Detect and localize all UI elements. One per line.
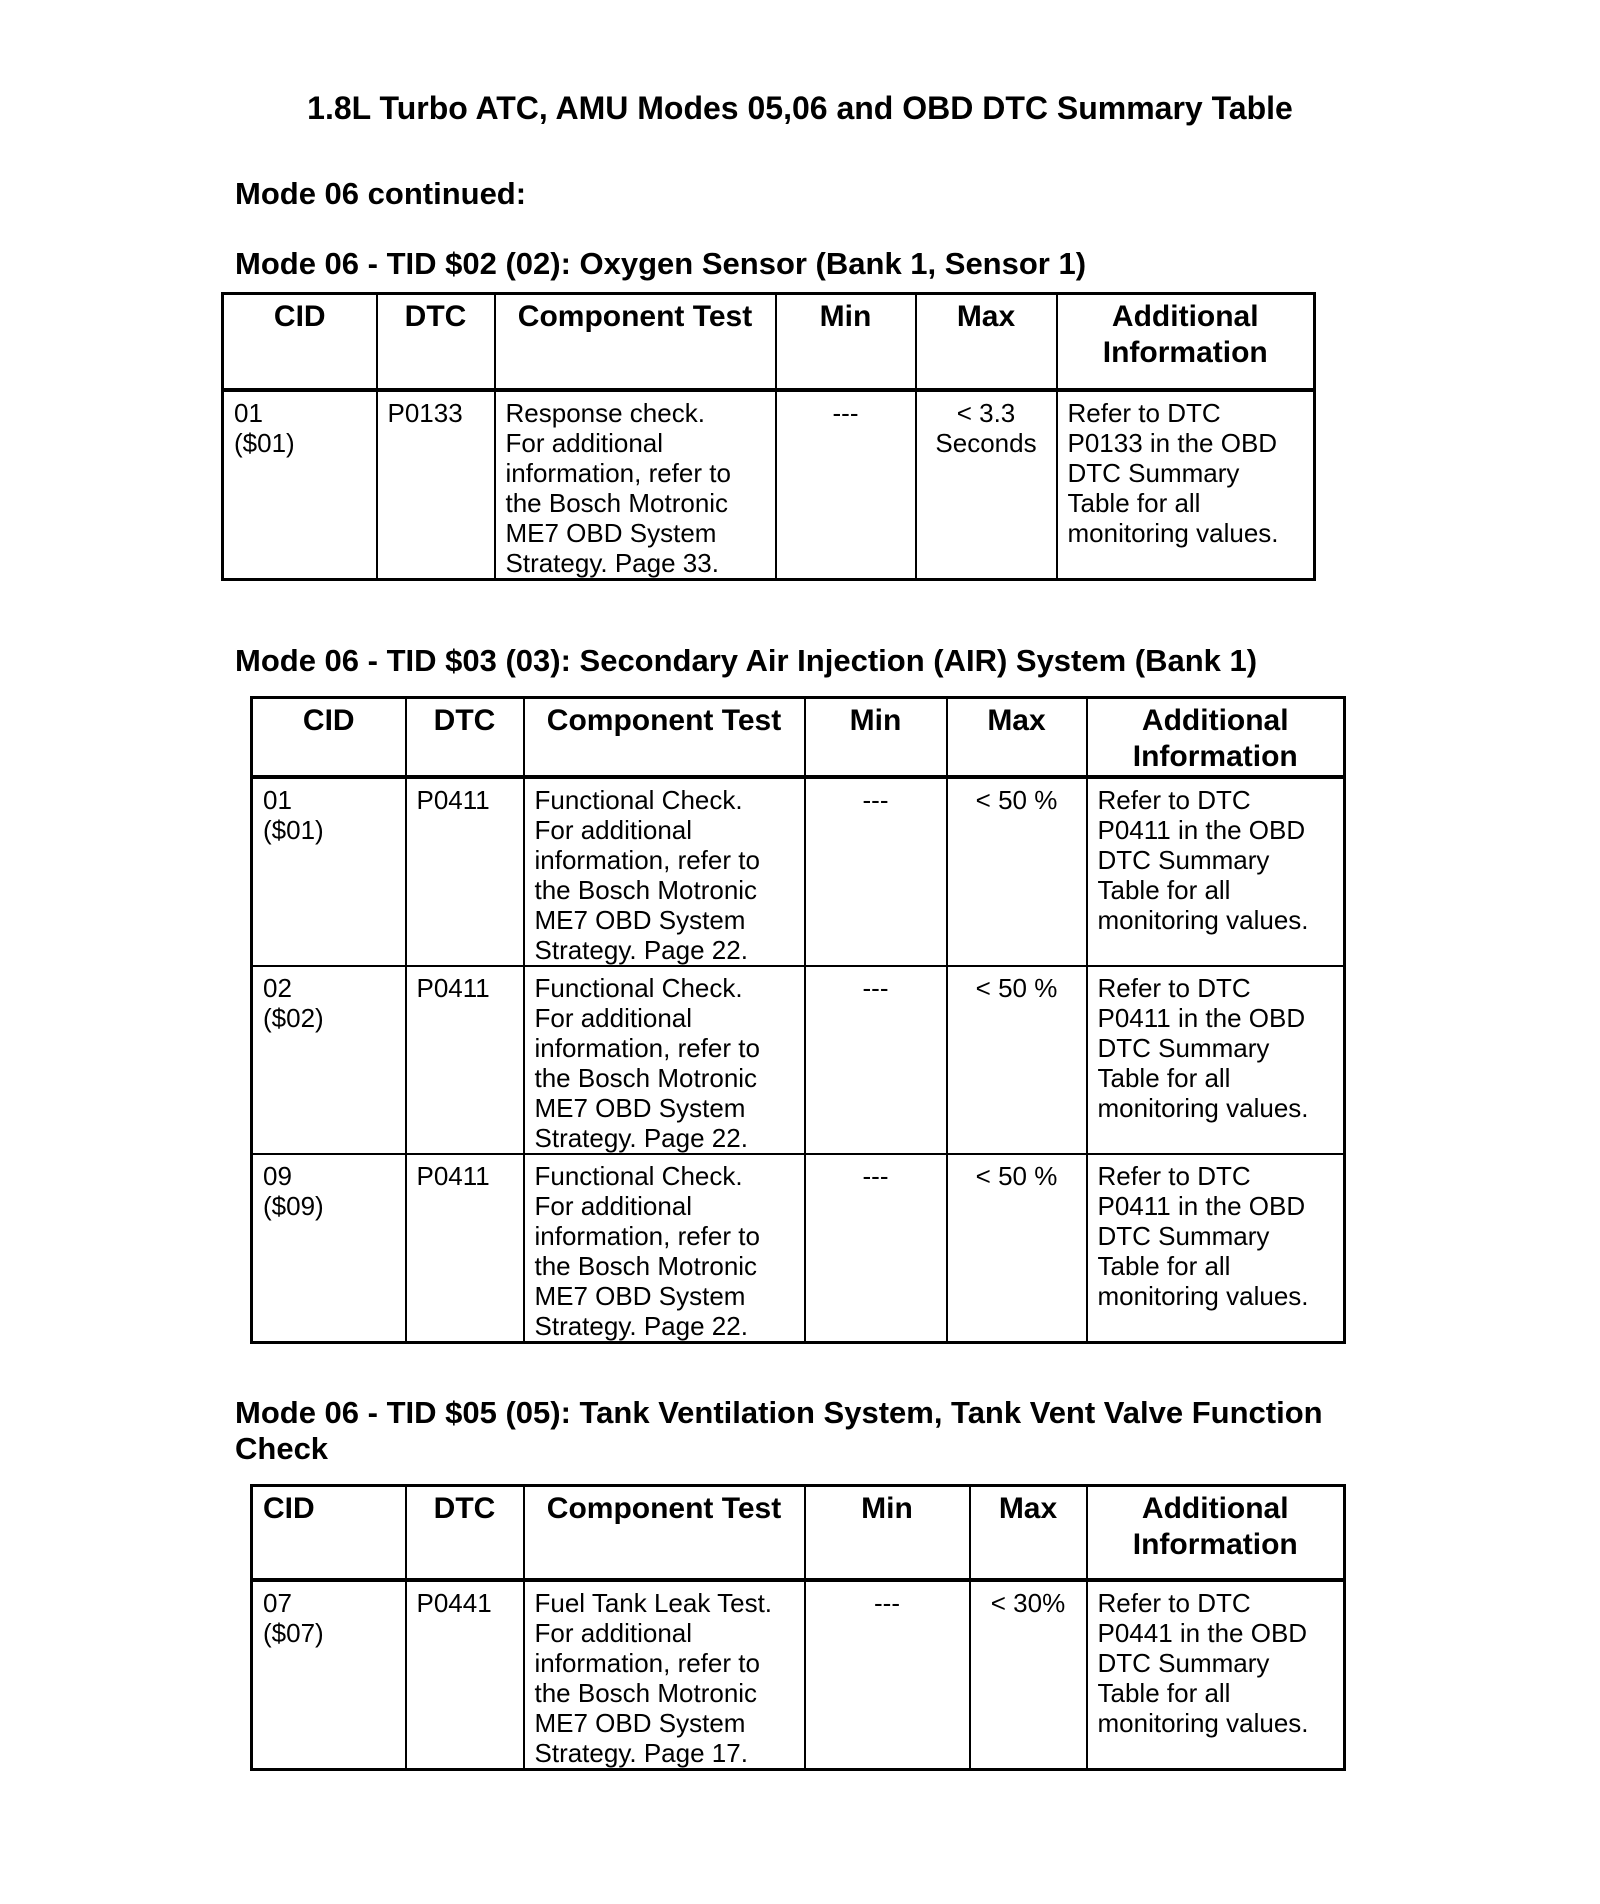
mode-06-continued-heading: Mode 06 continued: [235,176,527,211]
header-min: Min [805,1486,970,1580]
component-test-cell: Functional Check. For additional information, refer to the Bosch Motronic ME7 OBD System Strategy. Page 22. [524,1154,805,1343]
additional-information-cell: Refer to DTC P0411 in the OBD DTC Summary Table for all monitoring values. [1087,1154,1345,1343]
header-max: Max [970,1486,1087,1580]
additional-information-cell: Refer to DTC P0441 in the OBD DTC Summary Table for all monitoring values. [1087,1580,1345,1770]
header-additional-information: Additional Information [1057,294,1315,390]
table-row [252,966,1345,1154]
header-max: Max [916,294,1057,390]
additional-information-cell: Refer to DTC P0411 in the OBD DTC Summary Table for all monitoring values. [1087,777,1345,966]
header-max: Max [947,698,1087,778]
document-title: 1.8L Turbo ATC, AMU Modes 05,06 and OBD DTC Summary Table [307,90,1293,126]
cid-cell: 09 ($09) [252,1154,406,1343]
header-additional-information: Additional Information [1087,1486,1345,1580]
header-dtc: DTC [406,698,524,778]
dtc-cell: P0411 [406,966,524,1154]
header-additional-information: Additional Information [1087,698,1345,778]
cid-cell: 02 ($02) [252,966,406,1154]
header-dtc: DTC [377,294,495,390]
component-test-cell: Fuel Tank Leak Test. For additional information, refer to the Bosch Motronic ME7 OBD System Strategy. Page 17. [524,1580,805,1770]
dtc-cell: P0441 [406,1580,524,1770]
table-tid-03 [250,696,1346,1344]
header-dtc: DTC [406,1486,524,1580]
section-title-tid-05: Mode 06 - TID $05 (05): Tank Ventilation System, Tank Vent Valve Function Check [235,1395,1323,1466]
max-cell: < 3.3 Seconds [916,390,1057,580]
table-row [252,777,1345,966]
min-cell: --- [805,777,947,966]
additional-information-cell: Refer to DTC P0133 in the OBD DTC Summary Table for all monitoring values. [1057,390,1315,580]
header-cid: CID [252,698,406,778]
table-row [223,390,1315,580]
table-tid-02 [221,292,1316,581]
header-min: Min [805,698,947,778]
section-title-tid-03: Mode 06 - TID $03 (03): Secondary Air Injection (AIR) System (Bank 1) [235,643,1258,678]
table-row [252,1580,1345,1770]
max-cell: < 50 % [947,1154,1087,1343]
component-test-cell: Functional Check. For additional information, refer to the Bosch Motronic ME7 OBD System Strategy. Page 22. [524,777,805,966]
section-title-tid-02: Mode 06 - TID $02 (02): Oxygen Sensor (Bank 1, Sensor 1) [235,246,1087,281]
dtc-cell: P0411 [406,1154,524,1343]
min-cell: --- [805,1154,947,1343]
component-test-cell: Functional Check. For additional information, refer to the Bosch Motronic ME7 OBD System Strategy. Page 22. [524,966,805,1154]
min-cell: --- [776,390,916,580]
table-row [252,1154,1345,1343]
cid-cell: 01 ($01) [252,777,406,966]
min-cell: --- [805,966,947,1154]
additional-information-cell: Refer to DTC P0411 in the OBD DTC Summary Table for all monitoring values. [1087,966,1345,1154]
max-cell: < 50 % [947,966,1087,1154]
header-component-test: Component Test [524,1486,805,1580]
table-tid-05 [250,1484,1346,1771]
min-cell: --- [805,1580,970,1770]
header-component-test: Component Test [495,294,776,390]
dtc-cell: P0411 [406,777,524,966]
cid-cell: 01 ($01) [223,390,377,580]
header-component-test: Component Test [524,698,805,778]
max-cell: < 30% [970,1580,1087,1770]
header-min: Min [776,294,916,390]
cid-cell: 07 ($07) [252,1580,406,1770]
header-cid: CID [223,294,377,390]
dtc-cell: P0133 [377,390,495,580]
component-test-cell: Response check. For additional information, refer to the Bosch Motronic ME7 OBD System Strategy. Page 33. [495,390,776,580]
max-cell: < 50 % [947,777,1087,966]
header-cid: CID [252,1486,406,1580]
